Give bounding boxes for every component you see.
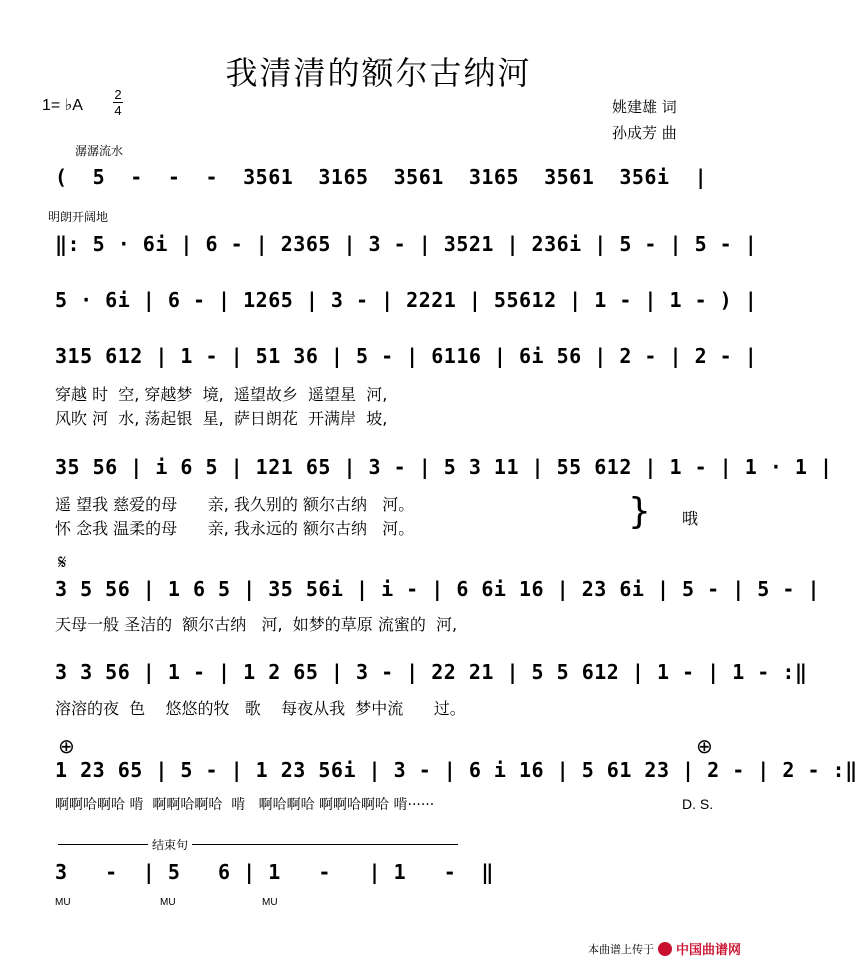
repeat-brace: }	[628, 491, 651, 532]
mu-label-2: MU	[160, 897, 176, 908]
coda-sign-end: ⊕	[696, 734, 713, 758]
notation-line-3: 5 · 6i | 6 - | 1265 | 3 - | 2221 | 55612 | 1 - | 1 - ) |	[55, 288, 758, 312]
ending-bracket	[58, 844, 458, 855]
lyric-line-5b: 怀 念我 温柔的母 亲, 我永远的 额尔古纳 河。	[55, 519, 415, 538]
lyricist-credit: 姚建雄 词	[612, 98, 677, 116]
lyric-line-4b: 风吹 河 水, 荡起银 星, 萨日朗花 开满岸 坡,	[55, 409, 388, 428]
lyric-line-6: 天母一般 圣洁的 额尔古纳 河, 如梦的草原 流蜜的 河,	[55, 615, 458, 634]
notation-line-2: ‖: 5 · 6i | 6 - | 2365 | 3 - | 3521 | 236i | 5 - | 5 - |	[55, 232, 758, 256]
dal-segno-mark: D. S.	[682, 796, 714, 812]
site-logo-icon	[658, 942, 672, 956]
mu-label-3: MU	[262, 897, 278, 908]
lyric-line-4a: 穿越 时 空, 穿越梦 境, 遥望故乡 遥望星 河,	[55, 385, 388, 404]
lyric-line-8: 啊啊哈啊哈 啃 啊啊哈啊哈 啃 啊哈啊哈 啊啊哈啊哈 啃······	[55, 797, 435, 813]
site-footer	[588, 939, 741, 958]
key-signature: 1= ♭A	[42, 97, 83, 114]
lyric-line-5a: 遥 望我 慈爱的母 亲, 我久别的 额尔古纳 河。	[55, 495, 415, 514]
footer-brand: 中国曲谱网	[675, 943, 741, 958]
tempo-marking-intro: 潺潺流水	[75, 144, 124, 158]
notation-line-8: 1 23 65 | 5 - | 1 23 56i | 3 - | 6 i 16 | 5 61 23 | 2 - | 2 - :‖	[55, 758, 858, 782]
tempo-marking-main: 明朗开阔地	[48, 210, 109, 224]
time-sig-top: 2	[114, 87, 122, 102]
segno-sign: 𝄋	[58, 550, 67, 574]
lyric-line-7: 溶溶的夜 色 悠悠的牧 歌 每夜从我 梦中流 过。	[55, 699, 466, 718]
mu-label-1: MU	[55, 897, 71, 908]
notation-line-5: 35 56 | i 6 5 | 121 65 | 3 - | 5 3 11 | 55 612 | 1 - | 1 · 1 |	[55, 455, 833, 479]
notation-line-4: 315 612 | 1 - | 51 36 | 5 - | 6116 | 6i 56 | 2 - | 2 - |	[55, 344, 758, 368]
oh-interjection: 哦	[682, 509, 699, 528]
song-title: 我清清的额尔古纳河	[225, 54, 532, 92]
time-signature	[113, 88, 123, 117]
time-sig-bottom: 4	[114, 103, 122, 118]
notation-line-1: ( 5 - - - 3561 3165 3561 3165 3561 356i |	[55, 165, 708, 189]
notation-line-6: 3 5 56 | 1 6 5 | 35 56i | i - | 6 6i 16 | 23 6i | 5 - | 5 - |	[55, 577, 821, 601]
notation-line-7: 3 3 56 | 1 - | 1 2 65 | 3 - | 22 21 | 5 5 612 | 1 - | 1 - :‖	[55, 660, 808, 684]
coda-sign-start: ⊕	[58, 734, 75, 758]
ending-label: 结束句	[148, 836, 192, 853]
composer-credit: 孙成芳 曲	[612, 124, 677, 142]
notation-line-9: 3 - | 5 6 | 1 - | 1 - ‖	[55, 860, 494, 884]
footer-prefix: 本曲谱上传于	[587, 942, 654, 956]
